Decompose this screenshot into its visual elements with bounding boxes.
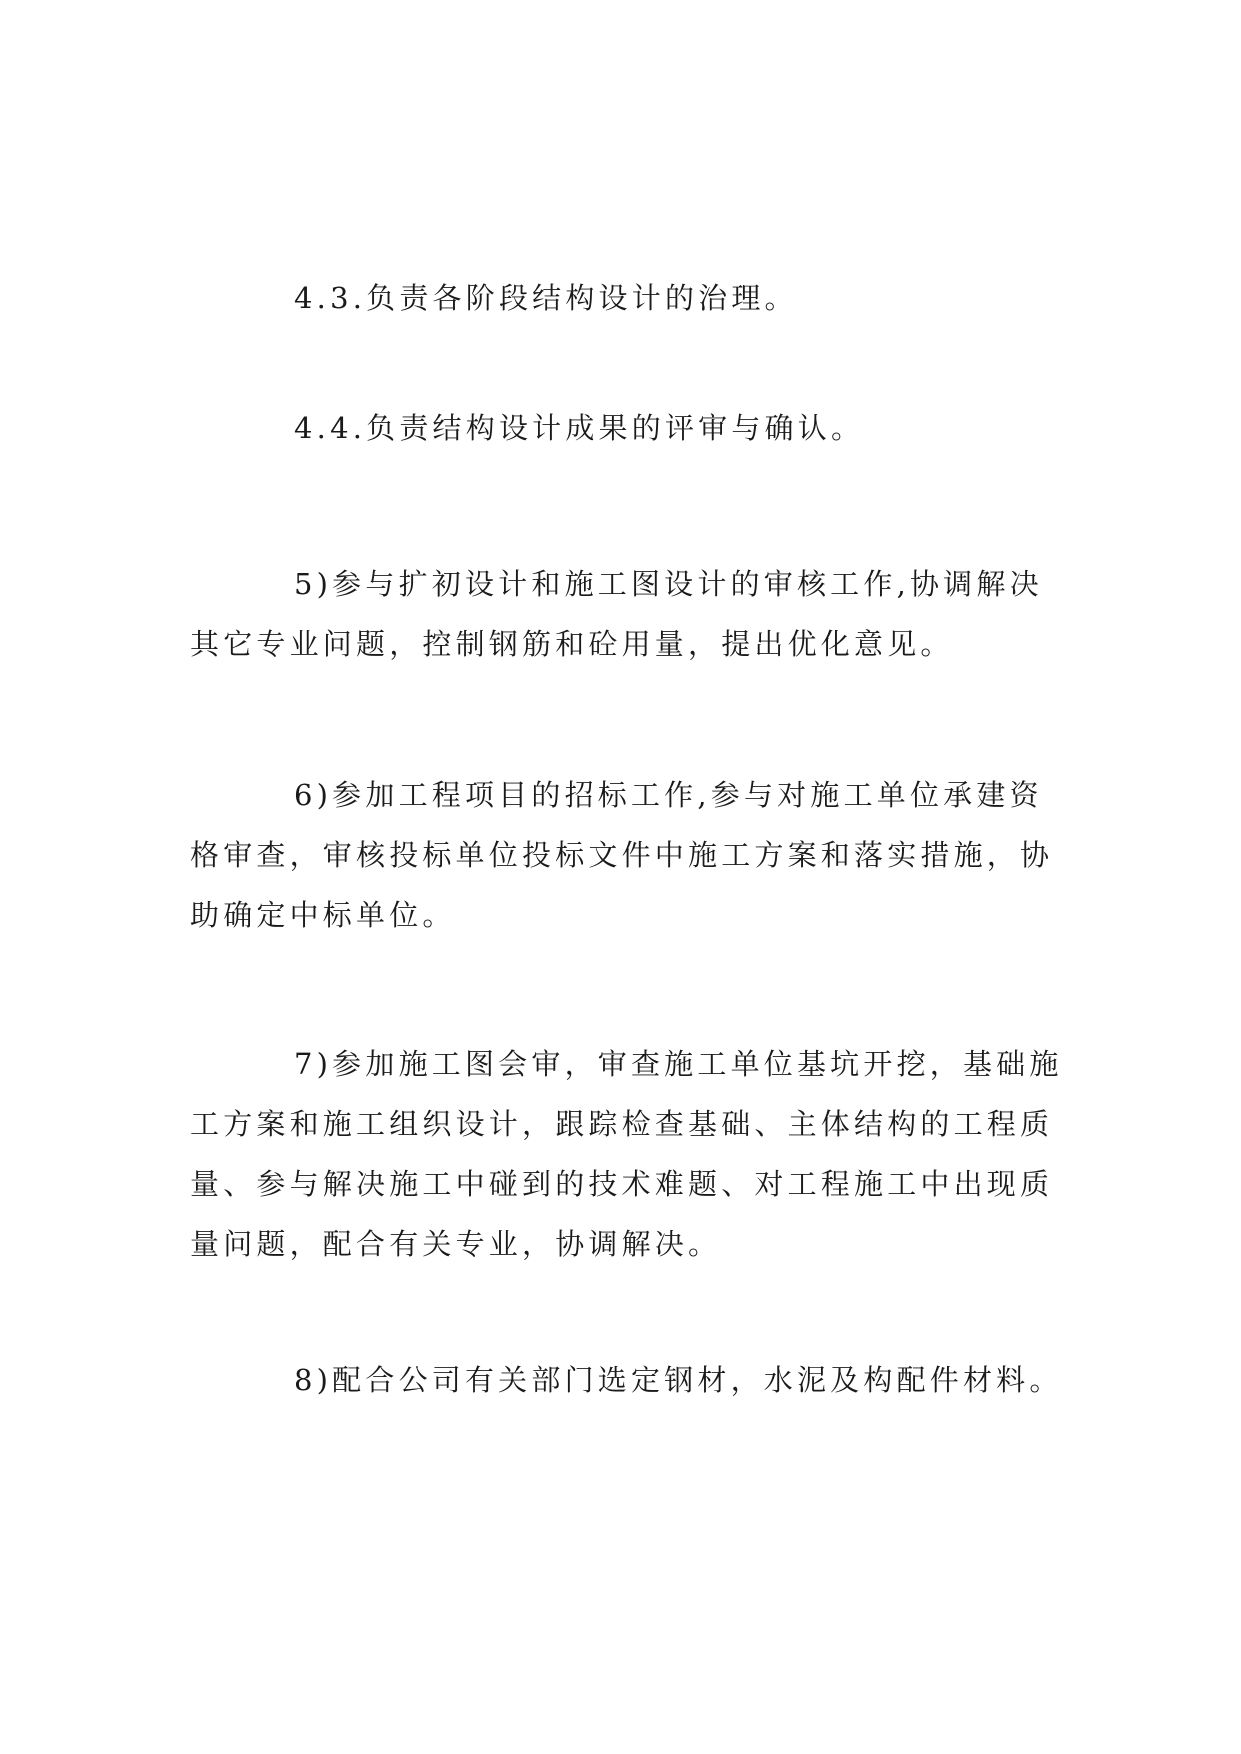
paragraph-line: 其它专业问题，控制钢筋和砼用量，提出优化意见。 [190,627,954,661]
paragraph-line: 4.3.负责各阶段结构设计的治理。 [294,281,798,315]
paragraph-line: 格审查，审核投标单位投标文件中施工方案和落实措施，协 [190,838,1054,872]
paragraph-item-6 [190,765,1054,945]
paragraph-4-4 [190,398,1050,458]
paragraph-line: 量问题，配合有关专业，协调解决。 [190,1227,722,1261]
paragraph-line: 工方案和施工组织设计，跟踪检查基础、主体结构的工程质 [190,1107,1054,1141]
paragraph-line: 5)参与扩初设计和施工图设计的审核工作,协调解决 [294,567,1043,601]
paragraph-4-3 [190,268,1050,328]
paragraph-line: 8)配合公司有关部门选定钢材，水泥及构配件材料。 [294,1363,1063,1397]
paragraph-line: 助确定中标单位。 [190,898,456,932]
paragraph-line: 6)参加工程项目的招标工作,参与对施工单位承建资 [294,778,1043,812]
paragraph-item-8 [190,1350,1063,1410]
paragraph-item-7 [190,1034,1063,1274]
paragraph-line: 4.4.负责结构设计成果的评审与确认。 [294,411,865,445]
paragraph-item-5 [190,554,1050,674]
paragraph-line: 7)参加施工图会审，审查施工单位基坑开挖，基础施 [294,1047,1063,1081]
paragraph-line: 量、参与解决施工中碰到的技术难题、对工程施工中出现质 [190,1167,1054,1201]
